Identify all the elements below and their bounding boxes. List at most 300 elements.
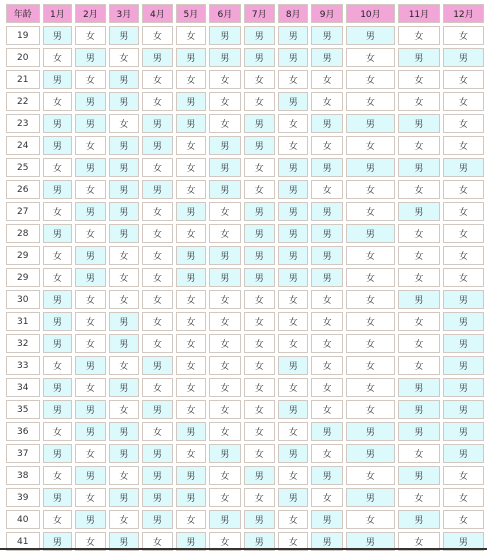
gender-cell: 女 bbox=[142, 532, 173, 551]
gender-cell: 女 bbox=[43, 510, 73, 529]
gender-cell: 男 bbox=[311, 246, 342, 265]
gender-cell: 女 bbox=[443, 26, 484, 45]
gender-cell: 女 bbox=[142, 224, 173, 243]
gender-cell: 男 bbox=[176, 246, 207, 265]
gender-cell: 女 bbox=[311, 92, 342, 111]
gender-cell: 女 bbox=[43, 48, 73, 67]
gender-cell: 女 bbox=[176, 356, 207, 375]
gender-cell: 女 bbox=[75, 224, 106, 243]
gender-prediction-table bbox=[3, 1, 487, 554]
gender-cell: 男 bbox=[43, 532, 73, 551]
table-row bbox=[6, 466, 484, 485]
age-cell: 32 bbox=[6, 334, 40, 353]
gender-cell: 男 bbox=[443, 378, 484, 397]
table-row bbox=[6, 114, 484, 133]
gender-cell: 女 bbox=[443, 136, 484, 155]
gender-cell: 女 bbox=[142, 290, 173, 309]
gender-cell: 男 bbox=[176, 488, 207, 507]
gender-cell: 女 bbox=[209, 532, 240, 551]
gender-cell: 女 bbox=[109, 246, 140, 265]
gender-cell: 女 bbox=[278, 290, 309, 309]
gender-cell: 女 bbox=[109, 114, 140, 133]
gender-cell: 女 bbox=[346, 312, 395, 331]
gender-cell: 男 bbox=[443, 444, 484, 463]
gender-cell: 女 bbox=[278, 422, 309, 441]
age-cell: 26 bbox=[6, 180, 40, 199]
age-cell: 19 bbox=[6, 26, 40, 45]
gender-cell: 女 bbox=[346, 466, 395, 485]
gender-cell: 女 bbox=[244, 92, 275, 111]
gender-cell: 男 bbox=[109, 488, 140, 507]
gender-cell: 女 bbox=[398, 136, 440, 155]
gender-cell: 女 bbox=[311, 312, 342, 331]
gender-cell: 女 bbox=[109, 400, 140, 419]
gender-cell: 男 bbox=[43, 444, 73, 463]
gender-cell: 女 bbox=[443, 510, 484, 529]
month-column-header: 7月 bbox=[244, 4, 275, 23]
age-cell: 40 bbox=[6, 510, 40, 529]
gender-cell: 男 bbox=[75, 92, 106, 111]
gender-cell: 女 bbox=[176, 444, 207, 463]
month-column-header: 3月 bbox=[109, 4, 140, 23]
gender-cell: 女 bbox=[176, 290, 207, 309]
month-column-header: 10月 bbox=[346, 4, 395, 23]
month-column-header: 8月 bbox=[278, 4, 309, 23]
gender-cell: 女 bbox=[176, 224, 207, 243]
gender-cell: 女 bbox=[278, 136, 309, 155]
gender-cell: 女 bbox=[443, 92, 484, 111]
age-cell: 25 bbox=[6, 158, 40, 177]
gender-cell: 男 bbox=[109, 180, 140, 199]
gender-cell: 女 bbox=[142, 202, 173, 221]
gender-cell: 男 bbox=[43, 378, 73, 397]
gender-cell: 女 bbox=[443, 114, 484, 133]
gender-cell: 男 bbox=[278, 26, 309, 45]
gender-cell: 女 bbox=[109, 290, 140, 309]
gender-cell: 女 bbox=[346, 180, 395, 199]
gender-cell: 男 bbox=[176, 202, 207, 221]
table-row bbox=[6, 202, 484, 221]
gender-cell: 女 bbox=[244, 158, 275, 177]
gender-cell: 女 bbox=[278, 312, 309, 331]
gender-cell: 女 bbox=[176, 70, 207, 89]
gender-cell: 女 bbox=[311, 444, 342, 463]
gender-cell: 女 bbox=[209, 70, 240, 89]
gender-cell: 女 bbox=[346, 202, 395, 221]
gender-cell: 女 bbox=[109, 510, 140, 529]
gender-cell: 女 bbox=[209, 400, 240, 419]
gender-cell: 男 bbox=[278, 158, 309, 177]
gender-cell: 男 bbox=[443, 356, 484, 375]
gender-cell: 女 bbox=[244, 444, 275, 463]
table-row bbox=[6, 334, 484, 353]
gender-cell: 女 bbox=[109, 268, 140, 287]
age-cell: 29 bbox=[6, 268, 40, 287]
gender-cell: 男 bbox=[109, 422, 140, 441]
gender-cell: 男 bbox=[75, 48, 106, 67]
gender-cell: 女 bbox=[346, 246, 395, 265]
gender-cell: 男 bbox=[346, 444, 395, 463]
gender-cell: 女 bbox=[43, 246, 73, 265]
age-cell: 41 bbox=[6, 532, 40, 551]
gender-cell: 女 bbox=[209, 422, 240, 441]
gender-cell: 女 bbox=[209, 488, 240, 507]
age-cell: 35 bbox=[6, 400, 40, 419]
gender-cell: 女 bbox=[278, 378, 309, 397]
gender-cell: 女 bbox=[278, 532, 309, 551]
gender-cell: 男 bbox=[209, 268, 240, 287]
gender-cell: 男 bbox=[398, 466, 440, 485]
gender-cell: 男 bbox=[176, 268, 207, 287]
month-column-header: 6月 bbox=[209, 4, 240, 23]
gender-cell: 男 bbox=[109, 378, 140, 397]
gender-cell: 男 bbox=[109, 202, 140, 221]
gender-cell: 女 bbox=[209, 378, 240, 397]
gender-cell: 女 bbox=[398, 356, 440, 375]
gender-cell: 男 bbox=[346, 158, 395, 177]
gender-cell: 男 bbox=[109, 444, 140, 463]
gender-cell: 女 bbox=[443, 466, 484, 485]
gender-cell: 男 bbox=[109, 312, 140, 331]
table-row bbox=[6, 92, 484, 111]
gender-cell: 男 bbox=[142, 356, 173, 375]
age-cell: 37 bbox=[6, 444, 40, 463]
gender-cell: 女 bbox=[398, 70, 440, 89]
table-row bbox=[6, 422, 484, 441]
gender-cell: 女 bbox=[346, 136, 395, 155]
age-cell: 21 bbox=[6, 70, 40, 89]
gender-cell: 女 bbox=[176, 312, 207, 331]
gender-cell: 男 bbox=[109, 136, 140, 155]
gender-cell: 男 bbox=[398, 422, 440, 441]
table-row bbox=[6, 290, 484, 309]
gender-cell: 女 bbox=[43, 92, 73, 111]
table-row bbox=[6, 158, 484, 177]
gender-cell: 男 bbox=[75, 114, 106, 133]
gender-cell: 男 bbox=[109, 70, 140, 89]
table-row bbox=[6, 444, 484, 463]
gender-cell: 男 bbox=[43, 114, 73, 133]
gender-cell: 女 bbox=[346, 334, 395, 353]
gender-cell: 女 bbox=[142, 70, 173, 89]
table-row bbox=[6, 224, 484, 243]
month-column-header: 1月 bbox=[43, 4, 73, 23]
gender-cell: 女 bbox=[278, 70, 309, 89]
gender-cell: 女 bbox=[176, 158, 207, 177]
gender-cell: 女 bbox=[311, 180, 342, 199]
table-row bbox=[6, 400, 484, 419]
table-header bbox=[6, 4, 484, 23]
month-column-header: 4月 bbox=[142, 4, 173, 23]
gender-cell: 女 bbox=[443, 202, 484, 221]
gender-cell: 女 bbox=[43, 356, 73, 375]
month-column-header: 12月 bbox=[443, 4, 484, 23]
gender-cell: 女 bbox=[176, 510, 207, 529]
gender-cell: 女 bbox=[75, 290, 106, 309]
gender-cell: 男 bbox=[278, 180, 309, 199]
gender-cell: 女 bbox=[75, 488, 106, 507]
gender-cell: 男 bbox=[311, 268, 342, 287]
gender-cell: 女 bbox=[311, 356, 342, 375]
gender-cell: 女 bbox=[142, 246, 173, 265]
gender-cell: 男 bbox=[311, 114, 342, 133]
gender-cell: 女 bbox=[142, 422, 173, 441]
gender-cell: 女 bbox=[311, 334, 342, 353]
gender-cell: 男 bbox=[43, 334, 73, 353]
gender-cell: 女 bbox=[346, 400, 395, 419]
table-row bbox=[6, 356, 484, 375]
gender-cell: 男 bbox=[398, 48, 440, 67]
gender-cell: 男 bbox=[346, 114, 395, 133]
age-cell: 28 bbox=[6, 224, 40, 243]
gender-cell: 男 bbox=[43, 224, 73, 243]
gender-cell: 女 bbox=[443, 488, 484, 507]
gender-cell: 男 bbox=[142, 48, 173, 67]
gender-cell: 男 bbox=[75, 510, 106, 529]
gender-cell: 男 bbox=[43, 488, 73, 507]
gender-cell: 男 bbox=[142, 466, 173, 485]
month-column-header: 9月 bbox=[311, 4, 342, 23]
gender-cell: 男 bbox=[109, 92, 140, 111]
table-row bbox=[6, 378, 484, 397]
gender-cell: 男 bbox=[398, 158, 440, 177]
age-cell: 27 bbox=[6, 202, 40, 221]
age-cell: 39 bbox=[6, 488, 40, 507]
gender-cell: 男 bbox=[75, 202, 106, 221]
gender-cell: 女 bbox=[443, 246, 484, 265]
gender-cell: 女 bbox=[209, 356, 240, 375]
gender-cell: 女 bbox=[244, 290, 275, 309]
gender-cell: 男 bbox=[209, 246, 240, 265]
gender-cell: 男 bbox=[311, 48, 342, 67]
gender-cell: 女 bbox=[244, 488, 275, 507]
gender-cell: 女 bbox=[311, 488, 342, 507]
gender-cell: 男 bbox=[443, 532, 484, 551]
gender-cell: 男 bbox=[75, 422, 106, 441]
age-cell: 36 bbox=[6, 422, 40, 441]
gender-cell: 男 bbox=[278, 92, 309, 111]
gender-cell: 男 bbox=[244, 136, 275, 155]
gender-cell: 男 bbox=[443, 290, 484, 309]
gender-cell: 女 bbox=[43, 202, 73, 221]
gender-cell: 男 bbox=[278, 488, 309, 507]
gender-cell: 女 bbox=[346, 290, 395, 309]
gender-cell: 男 bbox=[278, 224, 309, 243]
gender-cell: 男 bbox=[278, 246, 309, 265]
gender-cell: 男 bbox=[75, 268, 106, 287]
gender-cell: 女 bbox=[346, 92, 395, 111]
gender-cell: 女 bbox=[75, 70, 106, 89]
gender-cell: 女 bbox=[398, 180, 440, 199]
gender-cell: 男 bbox=[142, 444, 173, 463]
gender-cell: 男 bbox=[176, 532, 207, 551]
gender-cell: 男 bbox=[244, 268, 275, 287]
gender-cell: 女 bbox=[75, 444, 106, 463]
gender-cell: 女 bbox=[244, 356, 275, 375]
gender-cell: 男 bbox=[209, 136, 240, 155]
gender-cell: 女 bbox=[142, 26, 173, 45]
gender-cell: 男 bbox=[311, 224, 342, 243]
gender-cell: 女 bbox=[278, 510, 309, 529]
gender-cell: 男 bbox=[209, 180, 240, 199]
gender-cell: 女 bbox=[278, 334, 309, 353]
gender-cell: 女 bbox=[209, 312, 240, 331]
gender-cell: 男 bbox=[346, 532, 395, 551]
gender-cell: 男 bbox=[209, 26, 240, 45]
gender-cell: 女 bbox=[398, 268, 440, 287]
gender-cell: 女 bbox=[244, 378, 275, 397]
gender-cell: 男 bbox=[398, 378, 440, 397]
gender-cell: 女 bbox=[142, 312, 173, 331]
month-column-header: 11月 bbox=[398, 4, 440, 23]
gender-cell: 男 bbox=[142, 488, 173, 507]
gender-cell: 女 bbox=[311, 400, 342, 419]
gender-cell: 男 bbox=[311, 532, 342, 551]
gender-cell: 女 bbox=[142, 92, 173, 111]
gender-cell: 女 bbox=[109, 48, 140, 67]
gender-cell: 女 bbox=[209, 224, 240, 243]
age-cell: 24 bbox=[6, 136, 40, 155]
table-row bbox=[6, 70, 484, 89]
gender-cell: 男 bbox=[142, 180, 173, 199]
table-row bbox=[6, 48, 484, 67]
gender-cell: 女 bbox=[209, 202, 240, 221]
age-cell: 23 bbox=[6, 114, 40, 133]
gender-cell: 女 bbox=[75, 136, 106, 155]
gender-cell: 女 bbox=[398, 532, 440, 551]
gender-cell: 女 bbox=[142, 334, 173, 353]
gender-cell: 女 bbox=[176, 400, 207, 419]
age-cell: 34 bbox=[6, 378, 40, 397]
gender-cell: 男 bbox=[398, 290, 440, 309]
gender-cell: 男 bbox=[311, 26, 342, 45]
gender-cell: 女 bbox=[75, 378, 106, 397]
gender-cell: 女 bbox=[43, 268, 73, 287]
gender-cell: 女 bbox=[244, 422, 275, 441]
table-row bbox=[6, 488, 484, 507]
gender-cell: 男 bbox=[346, 422, 395, 441]
gender-cell: 男 bbox=[75, 246, 106, 265]
gender-cell: 女 bbox=[346, 356, 395, 375]
gender-cell: 男 bbox=[244, 246, 275, 265]
gender-cell: 女 bbox=[398, 312, 440, 331]
gender-cell: 女 bbox=[398, 444, 440, 463]
gender-cell: 女 bbox=[443, 70, 484, 89]
age-cell: 20 bbox=[6, 48, 40, 67]
gender-cell: 男 bbox=[244, 48, 275, 67]
gender-cell: 男 bbox=[278, 202, 309, 221]
gender-cell: 男 bbox=[244, 224, 275, 243]
gender-cell: 女 bbox=[43, 466, 73, 485]
gender-cell: 女 bbox=[311, 378, 342, 397]
gender-cell: 女 bbox=[244, 312, 275, 331]
gender-cell: 男 bbox=[278, 48, 309, 67]
gender-cell: 男 bbox=[278, 268, 309, 287]
table-row bbox=[6, 26, 484, 45]
gender-cell: 男 bbox=[443, 422, 484, 441]
gender-cell: 男 bbox=[244, 26, 275, 45]
gender-cell: 男 bbox=[443, 334, 484, 353]
gender-cell: 女 bbox=[346, 378, 395, 397]
gender-cell: 女 bbox=[75, 334, 106, 353]
gender-cell: 男 bbox=[43, 290, 73, 309]
gender-cell: 女 bbox=[278, 114, 309, 133]
gender-cell: 女 bbox=[209, 92, 240, 111]
gender-cell: 女 bbox=[443, 224, 484, 243]
gender-cell: 男 bbox=[278, 356, 309, 375]
gender-cell: 男 bbox=[176, 466, 207, 485]
gender-cell: 女 bbox=[43, 422, 73, 441]
gender-cell: 男 bbox=[209, 48, 240, 67]
table-row bbox=[6, 180, 484, 199]
gender-cell: 女 bbox=[311, 70, 342, 89]
gender-cell: 女 bbox=[398, 488, 440, 507]
gender-cell: 女 bbox=[142, 268, 173, 287]
gender-cell: 女 bbox=[75, 26, 106, 45]
gender-cell: 男 bbox=[75, 356, 106, 375]
gender-cell: 男 bbox=[209, 444, 240, 463]
gender-cell: 女 bbox=[209, 114, 240, 133]
gender-cell: 男 bbox=[311, 510, 342, 529]
gender-cell: 男 bbox=[176, 114, 207, 133]
gender-cell: 女 bbox=[398, 92, 440, 111]
gender-cell: 女 bbox=[75, 532, 106, 551]
header-row bbox=[6, 4, 484, 23]
gender-cell: 男 bbox=[43, 312, 73, 331]
table-row bbox=[6, 246, 484, 265]
age-cell: 22 bbox=[6, 92, 40, 111]
gender-cell: 男 bbox=[443, 158, 484, 177]
gender-cell: 男 bbox=[278, 400, 309, 419]
gender-cell: 男 bbox=[443, 312, 484, 331]
gender-cell: 女 bbox=[176, 136, 207, 155]
gender-cell: 女 bbox=[346, 268, 395, 287]
gender-cell: 女 bbox=[109, 466, 140, 485]
gender-cell: 女 bbox=[346, 510, 395, 529]
table-row bbox=[6, 268, 484, 287]
gender-cell: 男 bbox=[43, 136, 73, 155]
gender-cell: 男 bbox=[109, 26, 140, 45]
gender-cell: 男 bbox=[398, 202, 440, 221]
gender-cell: 男 bbox=[311, 158, 342, 177]
gender-cell: 女 bbox=[209, 290, 240, 309]
gender-cell: 男 bbox=[346, 224, 395, 243]
gender-cell: 男 bbox=[209, 158, 240, 177]
gender-cell: 男 bbox=[244, 202, 275, 221]
gender-cell: 女 bbox=[311, 136, 342, 155]
gender-cell: 男 bbox=[244, 114, 275, 133]
age-cell: 33 bbox=[6, 356, 40, 375]
age-cell: 31 bbox=[6, 312, 40, 331]
gender-cell: 男 bbox=[398, 114, 440, 133]
gender-cell: 女 bbox=[244, 180, 275, 199]
gender-cell: 女 bbox=[209, 466, 240, 485]
gender-cell: 女 bbox=[244, 70, 275, 89]
gender-cell: 男 bbox=[176, 48, 207, 67]
gender-cell: 女 bbox=[346, 48, 395, 67]
gender-cell: 男 bbox=[311, 202, 342, 221]
gender-cell: 女 bbox=[176, 334, 207, 353]
gender-cell: 女 bbox=[142, 158, 173, 177]
gender-cell: 男 bbox=[443, 400, 484, 419]
gender-cell: 男 bbox=[443, 48, 484, 67]
gender-cell: 男 bbox=[244, 466, 275, 485]
month-column-header: 2月 bbox=[75, 4, 106, 23]
age-column-header: 年龄 bbox=[6, 4, 40, 23]
age-cell: 29 bbox=[6, 246, 40, 265]
gender-cell: 女 bbox=[244, 400, 275, 419]
gender-cell: 女 bbox=[443, 180, 484, 199]
